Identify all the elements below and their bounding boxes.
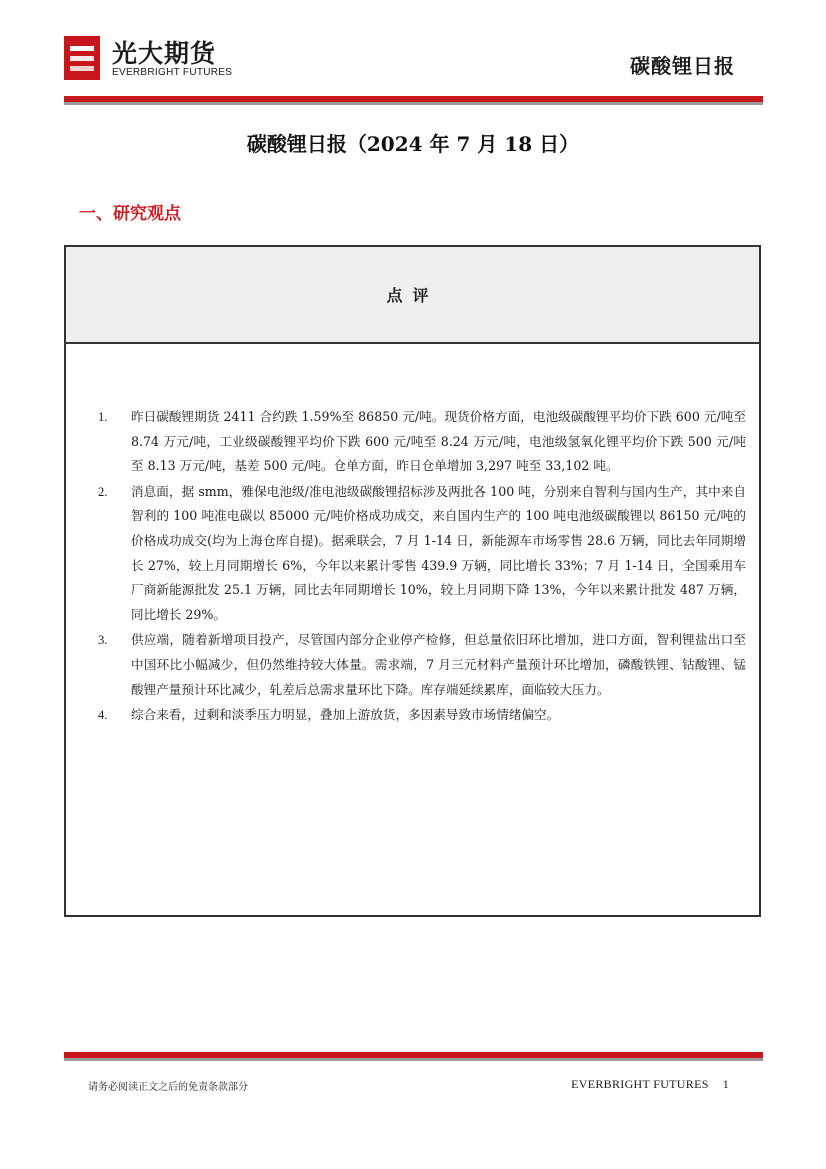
- header-divider-grey: [64, 102, 763, 105]
- commentary-points: [98, 405, 746, 729]
- everbright-logo-icon: [64, 36, 100, 80]
- point-number: 4.: [98, 708, 108, 723]
- commentary-point: [98, 628, 746, 702]
- point-text: 昨日碳酸锂期货 2411 合约跌 1.59%至 86850 元/吨。现货价格方面，电池级碳酸锂平均价下跌 600 元/吨至 8.74 万元/吨，工业级碳酸锂平均价下跌 600 元/吨至 8.24 万元/吨，电池级氢氧化锂平均价下跌 500 元/吨至 8.13 万元/吨，基差 500 元/吨。仓单方面，昨日仓单增加 3,297 吨至 33,102 吨。: [131, 409, 746, 474]
- point-text: 综合来看，过剩和淡季压力明显，叠加上游放货，多因素导致市场情绪偏空。: [131, 707, 560, 723]
- footer-brand-page: [571, 1077, 729, 1092]
- page-title: 碳酸锂日报（2024 年 7 月 18 日）: [246, 132, 580, 156]
- disclaimer-note: 请务必阅读正文之后的免责条款部分: [88, 1082, 248, 1093]
- section-heading: 一、研究观点: [79, 204, 181, 224]
- report-type-label: 碳酸锂日报: [630, 54, 735, 78]
- footer-divider-grey: [64, 1058, 763, 1061]
- point-number: 1.: [98, 410, 108, 424]
- commentary-point: [98, 405, 746, 479]
- point-text: 消息面，据 smm，雅保电池级/准电池级碳酸锂招标涉及两批各 100 吨，分别来自智利与国内生产，其中来自智利的 100 吨准电碳以 85000 元/吨价格成功成交，来自国内生产的 100 吨电池级碳酸锂以 86150 元/吨的价格成功成交(均为上海仓库自提)。据乘联会，7 月 1-14 日，新能源车市场零售 28.6 万辆，同比去年同期增长 27%，较上月同期增长 6%，今年以来累计零售 439.9 万辆，同比增长 33%；7 月 1-14 日，全国乘用车厂商新能源批发 25.1 万辆，同比去年同期增长 10%，较上月同期下降 13%，今年以来累计批发 487 万辆，同比增长 29%。: [131, 483, 746, 622]
- commentary-point: [98, 480, 746, 628]
- point-text: 供应端，随着新增项目投产，尽管国内部分企业停产检修，但总量依旧环比增加，进口方面，智利锂盐出口至中国环比小幅减少，但仍然维持较大体量。需求端，7 月三元材料产量预计环比增加，磷酸铁锂、钴酸锂、锰酸锂产量预计环比减少，轧差后总需求量环比下降。库存端延续累库，面临较大压力。: [131, 632, 746, 697]
- point-number: 2.: [98, 484, 108, 499]
- brand-name-en: EVERBRIGHT FUTURES: [112, 67, 233, 78]
- commentary-box-header: [66, 247, 759, 344]
- point-number: 3.: [98, 633, 108, 648]
- commentary-point: [98, 703, 746, 728]
- commentary-box-title: 点评: [386, 286, 439, 305]
- brand-name-cn: 光大期货: [112, 39, 217, 68]
- footer-brand: EVERBRIGHT FUTURES: [571, 1077, 709, 1091]
- page-number: 1: [722, 1077, 729, 1091]
